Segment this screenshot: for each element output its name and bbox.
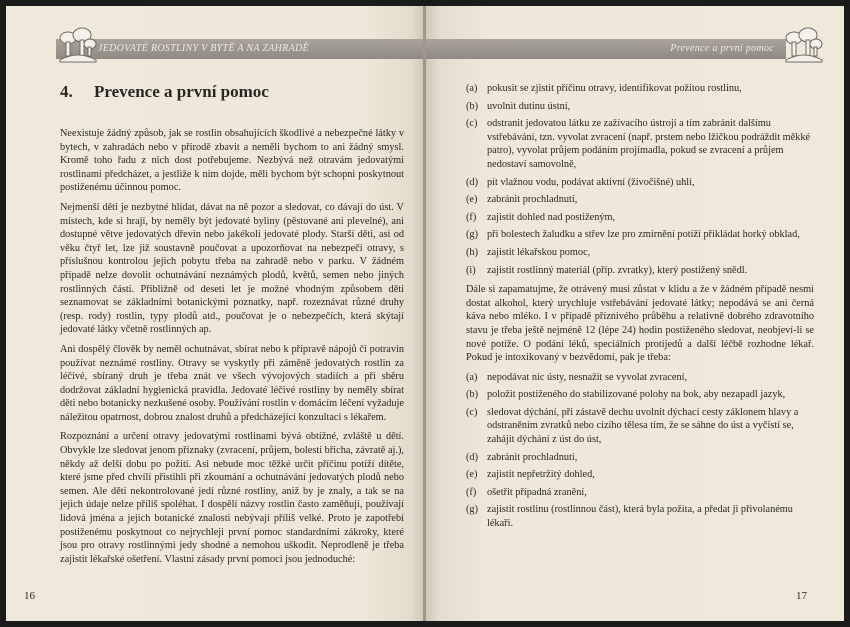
list-item (466, 82, 814, 96)
list-item (466, 228, 814, 242)
list-item (466, 176, 814, 190)
list-marker: (a) (466, 371, 478, 383)
list-marker: (g) (466, 229, 479, 241)
page-number-left: 16 (24, 590, 35, 602)
list-marker: (c) (466, 406, 478, 418)
list-item (466, 264, 814, 278)
list-marker: (f) (466, 486, 477, 498)
list-marker: (c) (466, 118, 478, 130)
right-body-text (466, 82, 814, 537)
list-text: položit postiženého do stabilizované polohy na bok, aby nezapadl jazyk, (487, 389, 786, 401)
list-item (466, 406, 814, 447)
paragraph: Nejmenší děti je nezbytné hlídat, dávat na ně pozor a sledovat, co dávají do úst. V místech, kde si hrají, by neměly být jedovaté byliny (pěstované ani plevelné), ani dostupné větve jedovatých dřevin nebo jakékoli jedovaté plody. Starší děti, asi od věku čtyř let, lze již soustavně poučovat a upozorňovat na nebezpečí otravy, s příslušnou kontrolou jejich pobytu třeba na zahradě nebo v parku. V žádném případě nelze dovolit ochutnávání neznámých plodů, květů, semen nebo jiných rostlinných částí. Přibližně od deseti let je možné vhodným způsobem děti seznamovat se základními botanickými poznatky, např. rozeznávat různé druhy (resp. rody) rostlin, typy plodů atd., poučovat je o nebezpečích, která skýtají jedovaté látky včetně rostlinných ap. (60, 201, 404, 336)
unconscious-aid-list (466, 371, 814, 531)
mushroom-plants-icon (782, 26, 826, 66)
first-aid-list (466, 82, 814, 277)
list-item (466, 246, 814, 260)
list-item (466, 371, 814, 385)
list-text: odstranit jedovatou látku ze zažívacího ústrojí a tím zabránit dalšímu vstřebávání, tzn. vyvolat zvracení (např. prstem nebo lžičkou podráždit měkké patro), vyvolat průjem podáním projímadla, pokud se zvracení a průjem nedostaví samovolně, (487, 118, 811, 170)
list-text: zajistit rostlinný materiál (příp. zvratky), který postižený snědl. (487, 264, 748, 276)
list-marker: (e) (466, 194, 478, 206)
right-page (426, 6, 844, 621)
list-item (466, 468, 814, 482)
paragraph: Neexistuje žádný způsob, jak se rostlin obsahujících škodlivé a nebezpečné látky v bytech, v zahradách nebo v přírodě zbavit a neměli bychom to ani žádný smysl. Kromě toho řadu z nich dost potřebujeme. Nezbývá než otravám jedovatými rostlinami předcházet, a jestliže k nim dojde, měli bychom být schopni poskytnout postiženému účinnou pomoc. (60, 128, 404, 194)
list-item (466, 486, 814, 500)
list-marker: (f) (466, 211, 477, 223)
chapter-title: Prevence a první pomoc (94, 82, 269, 101)
list-marker: (d) (466, 451, 479, 463)
list-text: sledovat dýchání, při zástavě dechu uvolnit dýchací cesty záklonem hlavy a odstraněním zvratků nebo cizího tělesa tím, že se sáhne do úst a vyčistí se, zahájit dýchání z úst do úst, (487, 406, 799, 446)
page-number-right: 17 (796, 590, 807, 602)
list-marker: (b) (466, 389, 479, 401)
running-header-left: JEDOVATÉ ROSTLINY V BYTĚ A NA ZAHRADĚ (56, 39, 424, 59)
left-page (6, 6, 424, 621)
chapter-heading (60, 82, 269, 102)
book-spread (6, 6, 844, 621)
list-text: zajistit rostlinu (rostlinnou část), která byla požita, a předat ji přivolanému lékaři. (487, 504, 793, 530)
list-text: zabránit prochladnutí, (487, 194, 578, 206)
list-marker: (e) (466, 469, 478, 481)
list-item (466, 503, 814, 530)
paragraph: Dále si zapamatujme, že otrávený musí zůstat v klidu a že v žádném případě nesmí dostat alkohol, který urychluje vstřebávání jedovaté látky; nepodává se ani černá káva nebo mléko. I v případě příznivého průběhu a relativně dobrého zdravotního stavu je třeba ještě nejméně 12 (lépe 24) hodin postiženého sledovat, neobjeví-li se nové potíže. O podání léků, speciálních protijedů a další léčbě rozhodne lékař. Pokud je intoxikovaný v bezvědomí, pak je třeba: (466, 284, 814, 364)
list-marker: (a) (466, 83, 478, 94)
list-text: nepodávat nic ústy, nesnažit se vyvolat zvracení, (487, 371, 688, 383)
mushroom-plants-icon (56, 26, 100, 66)
list-text: zajistit lékařskou pomoc, (487, 246, 591, 258)
running-header-right: Prevence a první pomoc (426, 39, 786, 59)
left-body-text (60, 127, 404, 572)
list-marker: (g) (466, 504, 479, 516)
list-text: uvolnit dutinu ústní, (487, 100, 571, 112)
list-item (466, 100, 814, 114)
chapter-number: 4. (60, 82, 73, 101)
list-item (466, 193, 814, 207)
list-item (466, 388, 814, 402)
list-marker: (i) (466, 264, 476, 276)
list-marker: (d) (466, 176, 479, 188)
list-text: zajistit nepřetržitý dohled, (487, 469, 595, 481)
list-marker: (h) (466, 246, 479, 258)
list-item (466, 117, 814, 171)
list-text: ošetřit případná zranění, (487, 486, 587, 498)
list-text: zabránit prochladnutí, (487, 451, 578, 463)
paragraph: Rozpoznání a určení otravy jedovatými rostlinami bývá obtížné, zvláště u dětí. Obvykle lze sledovat jenom příznaky (zvracení, průjem, bolesti břicha, závratě aj.), někdy až delší dobu po požití. Asi nebude moc těžké určit příčinu potíží dítěte, které jsme před chvílí přistihli při zkoumání a ochutnávání jedovatých plodů nebo semen. Ale děti nekontrolované jedí různé rostliny, aniž by je znaly, a tak se na jejich údaje nelze příliš spoléhat. I dospělí názvy rostlin často zaměňují, používají lidová jména a jejich botanické znalosti nebývají příliš velké. Proto je zapotřebí postiženému poskytnout co nejrychleji první pomoc standardními zákroky, které jsou pro otravy rostlinnými jedy shodné a nemohou uškodit. Neprodleně je třeba zajistit lékařské ošetření. Vlastní zásady první pomoci jsou jednoduché: (60, 431, 404, 565)
list-text: pokusit se zjistit příčinu otravy, identifikovat požitou rostlinu, (487, 83, 742, 94)
list-text: zajistit dohled nad postiženým, (487, 211, 616, 223)
list-text: při bolestech žaludku a střev lze pro zmírnění potíží přikládat horký obklad, (487, 229, 800, 241)
list-item (466, 451, 814, 465)
list-item (466, 211, 814, 225)
list-marker: (b) (466, 100, 479, 112)
list-text: pít vlažnou vodu, podávat aktivní (živočišné) uhlí, (487, 176, 695, 188)
paragraph: Ani dospělý člověk by neměl ochutnávat, sbírat nebo k přípravě nápojů či potravin používat neznámé rostliny. Otravy se vyskytly při záměně jedovatých rostlin za léčivé, sbíraný druh je třeba znát ve všech vývojových stadiích a při sběru dodržovat základní hygienická pravidla. Jedovaté léčivé rostliny by neměly sbírat děti nebo botanicky nezkušené osoby. Používání rostlin v domácím léčení vyžaduje náležitou opatrnost, dobrou znalost druhů a předcházející konzultaci s lékařem. (60, 343, 404, 423)
